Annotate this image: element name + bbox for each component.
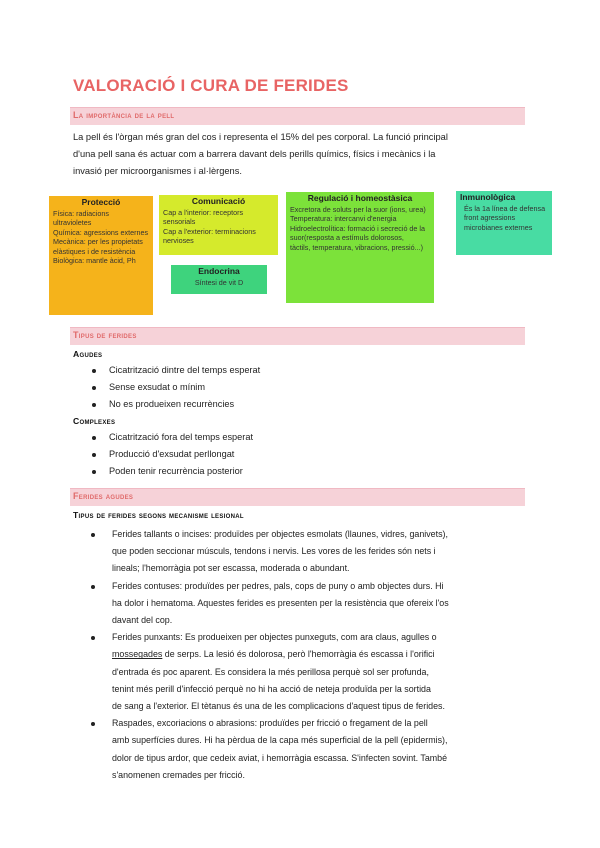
- list-item-contuses: [90, 578, 522, 630]
- skin-paragraph: [73, 129, 525, 180]
- list-item: Cicatrització fora del temps esperat: [87, 429, 253, 446]
- box-immunologica-title: Inmunològica: [460, 192, 516, 202]
- box-line: Química: agressions externes: [53, 227, 149, 237]
- list-item-raspades: [90, 715, 522, 784]
- skin-paragraph-line: d'una pell sana és actuar com a barrera davant dels perills químics, físics i mecànics i la: [73, 149, 436, 159]
- box-line: tàctils, temperatura, vibracions, pressió...): [290, 242, 424, 252]
- skin-paragraph-line: invasió per microorganismes i al·lèrgens.: [73, 166, 242, 176]
- list-acute-types: [90, 526, 522, 784]
- list-item: No es produeixen recurrències: [87, 396, 260, 413]
- line: amb superfícies dures. Hi ha pèrdua de la capa més superficial de la pell (epidermis),: [112, 735, 448, 746]
- list-item-punxants: [90, 629, 522, 715]
- list-item: Sense exsudat o mínim: [87, 379, 260, 396]
- box-regulacio-title: Regulació i homeostàsica: [307, 193, 413, 203]
- line: dolor de tipus ardor, que cedeix aviat, i hemorràgia escassa. S'infecten sovint. També: [112, 752, 448, 763]
- document-title: VALORACIÓ I CURA DE FERIDES: [73, 76, 349, 95]
- subheading-agudes: Agudes: [73, 349, 103, 359]
- box-immunologica: [456, 191, 552, 255]
- box-line: Cap a l'exterior: terminacions nervioses: [163, 226, 256, 245]
- underlined-word: mossegades: [112, 649, 163, 660]
- line: de sang a l'exterior. El tètanus és una de les complicacions d'aquest tipus de ferides.: [112, 701, 445, 712]
- box-line: Mecànica: per les propietats elàstiques i de resistència: [53, 237, 143, 256]
- box-proteccio: [49, 196, 153, 315]
- box-comunicacio: [159, 195, 278, 255]
- line: Ferides contuses: produïdes per pedres, pals, cops de puny o amb objectes durs. Hi: [112, 580, 444, 591]
- box-endocrina: [171, 265, 267, 294]
- section-title-types: Tipus de ferides: [73, 330, 137, 340]
- line: s'anomenen cremades per fricció.: [112, 769, 245, 780]
- list-item: Cicatrització dintre del temps esperat: [87, 362, 260, 379]
- section-title-acute: Ferides agudes: [73, 491, 134, 501]
- list-complexes: [87, 429, 253, 480]
- box-line: Cap a l'interior: receptors sensorials: [163, 207, 244, 226]
- line: d'entrada és poc aparent. Es considera la més perillosa perquè sol ser profunda,: [112, 666, 429, 677]
- list-item-tallants: [90, 526, 522, 578]
- box-endocrina-title: Endocrina: [198, 266, 240, 276]
- box-comunicacio-title: Comunicació: [191, 196, 246, 206]
- line: [112, 646, 522, 663]
- subheading-complexes: Complexes: [73, 416, 116, 426]
- box-line: És la 1a línea de defensa front agressions microbianes externes: [464, 203, 546, 232]
- line: lineals; l'hemorràgia pot ser escassa, moderada o abundant.: [112, 563, 350, 574]
- box-regulacio: [286, 192, 434, 303]
- line: davant del cop.: [112, 615, 173, 626]
- skin-paragraph-line: La pell és l'òrgan més gran del cos i representa el 15% del pes corporal. La funció principal: [73, 132, 448, 142]
- line-rest: de serps. La lesió és dolorosa, però l'hemorràgia és escassa i l'orifici: [162, 649, 435, 660]
- box-proteccio-title: Protecció: [81, 197, 121, 207]
- section-header-skin: [70, 107, 525, 125]
- section-header-acute: [70, 488, 525, 506]
- box-line: Biològica: mantle àcid, Ph: [53, 256, 136, 265]
- line: que poden seccionar músculs, tendons i nervis. Les vores de les ferides són nets i: [112, 546, 436, 557]
- line: Ferides punxants: Es produeixen per objectes punxeguts, com ara claus, agulles o: [112, 632, 437, 643]
- box-line: Temperatura: intercanvi d'energia: [290, 214, 397, 223]
- box-line: Hidroelectrolítica: formació i secreció de la suor(resposta a estímuls dolorosos,: [290, 223, 426, 242]
- section-title-skin: La importància de la pell: [73, 110, 175, 120]
- list-item: Producció d'exsudat perllongat: [87, 446, 253, 463]
- line: ha dolor i hematoma. Aquestes ferides es presenten per la resistència que ofereix l'os: [112, 597, 449, 608]
- subheading-mechanism: Tipus de ferides segons mecanisme lesional: [73, 510, 244, 520]
- list-item: Poden tenir recurrència posterior: [87, 463, 253, 480]
- box-line: Síntesi de vit D: [194, 277, 244, 287]
- box-line: Excretora de soluts per la suor (ions, urea): [290, 204, 426, 214]
- box-line: Física: radiacions ultravioletes: [53, 208, 109, 227]
- line: tenint més perill d'infecció perquè no hi ha acció de neteja produïda per la sortida: [112, 683, 431, 694]
- list-agudes: [87, 362, 260, 413]
- section-header-types: [70, 327, 525, 345]
- line: Raspades, excoriacions o abrasions: produïdes per fricció o fregament de la pell: [112, 718, 428, 729]
- line: Ferides tallants o incises: produïdes per objectes esmolats (llaunes, vidres, ganivets),: [112, 529, 448, 539]
